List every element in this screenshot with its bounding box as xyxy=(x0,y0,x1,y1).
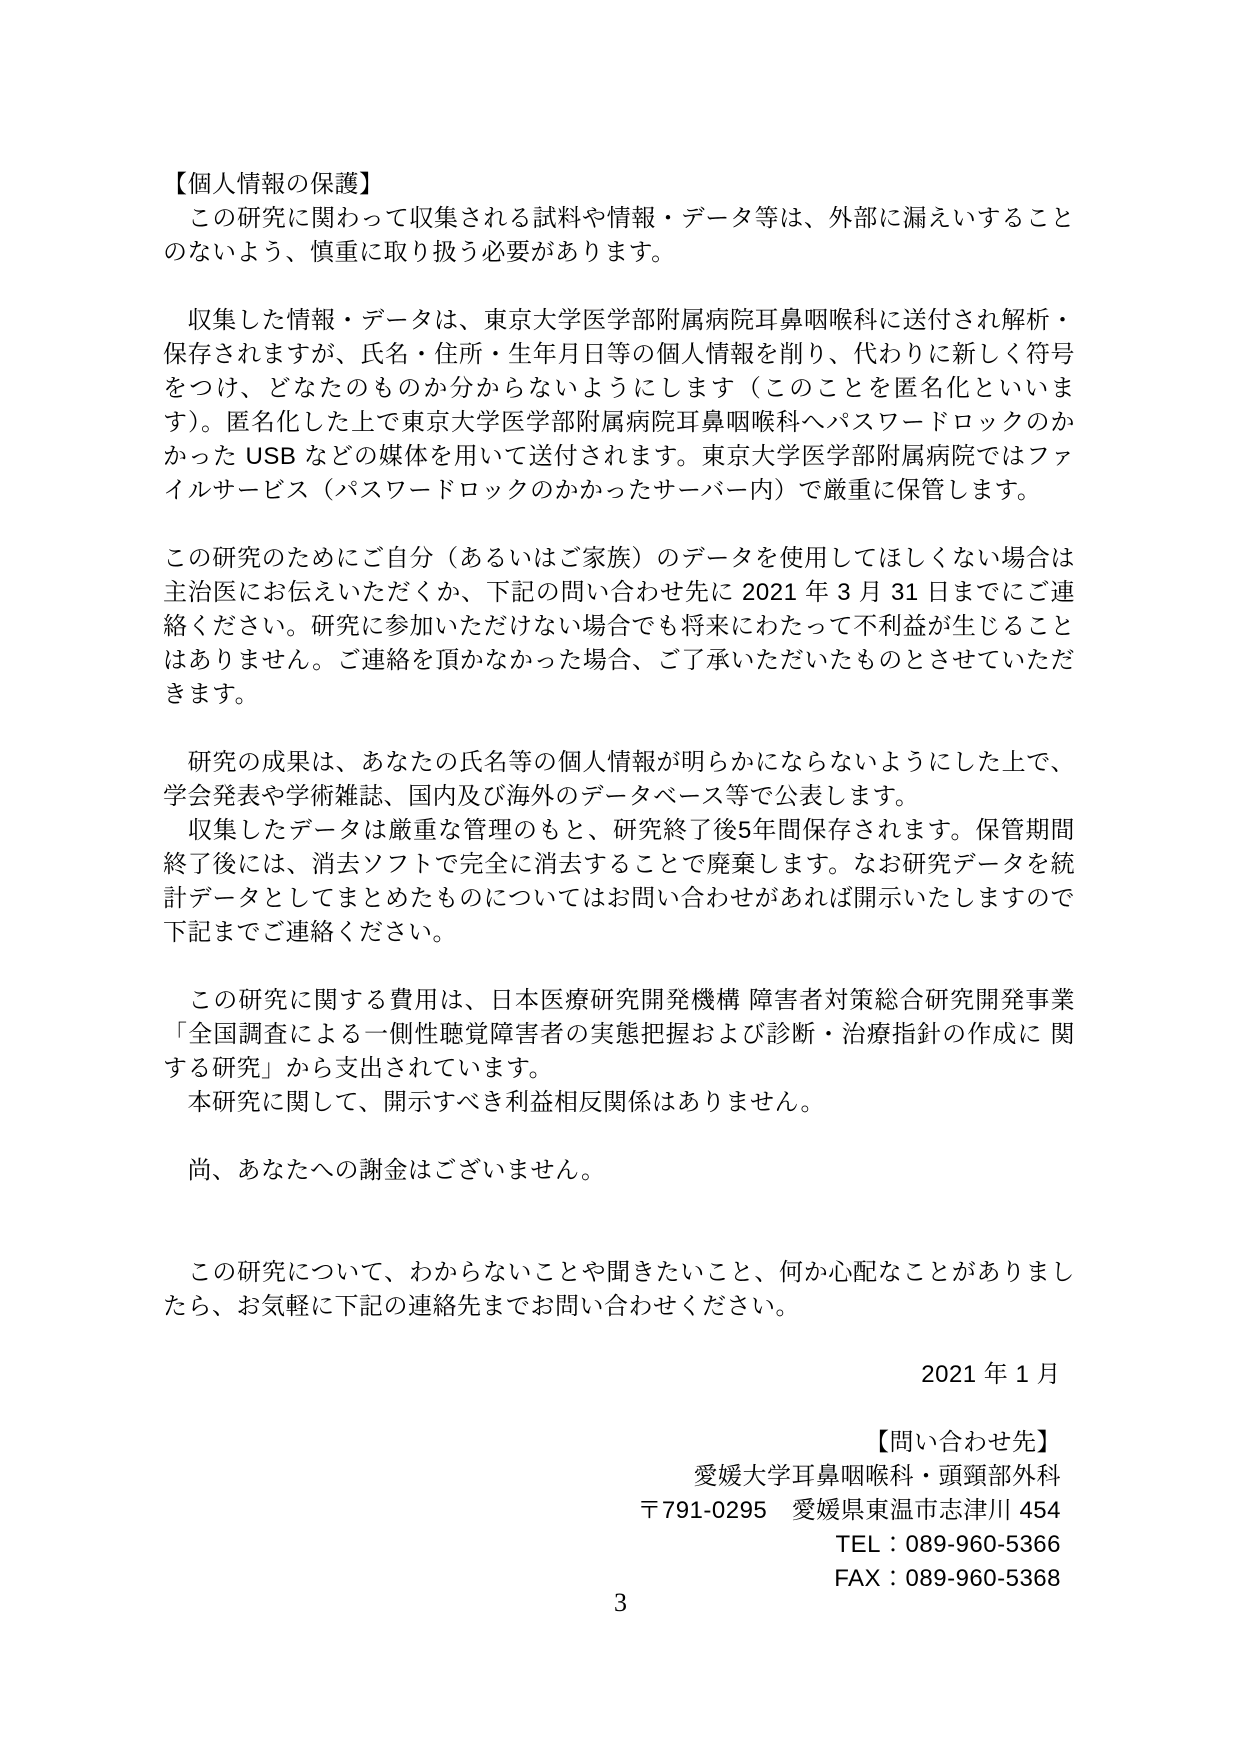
contact-organization: 愛媛大学耳鼻咽喉科・頭頸部外科 xyxy=(693,1463,1061,1490)
paragraph-privacy-intro: この研究に関わって収集される試料や情報・データ等は、外部に漏えいすることのないよう、慎重に取り扱う必要があります。 xyxy=(163,205,1075,266)
paragraph-funding: この研究に関する費用は、日本医療研究開発機構 障害者対策総合研究開発事業「全国調査による一側性聴覚障害者の実態把握および診断・治療指針の作成に 関する研究」から支出されています。 xyxy=(163,987,1075,1082)
paragraph-conflict-of-interest: 本研究に関して、開示すべき利益相反関係はありません。 xyxy=(163,1089,825,1116)
paragraph-results-publication: 研究の成果は、あなたの氏名等の個人情報が明らかにならないようにした上で、学会発表や学術雑誌、国内及び海外のデータベース等で公表します。 xyxy=(163,749,1075,810)
contact-fax: FAX：089-960-5368 xyxy=(834,1565,1061,1592)
section-heading: 【個人情報の保護】 xyxy=(163,171,384,198)
paragraph-no-reward: 尚、あなたへの謝金はございません。 xyxy=(163,1157,606,1184)
contact-heading: 【問い合わせ先】 xyxy=(865,1429,1061,1456)
page-number: 3 xyxy=(614,1588,627,1617)
contact-tel: TEL：089-960-5366 xyxy=(835,1531,1061,1558)
paragraph-data-retention: 収集したデータは厳重な管理のもと、研究終了後5年間保存されます。保管期間終了後には、消去ソフトで完全に消去することで廃棄します。なお研究データを統計データとしてまとめたものについてはお問い合わせがあれば開示いたしますので下記までご連絡ください。 xyxy=(163,817,1075,946)
paragraph-data-handling: 収集した情報・データは、東京大学医学部附属病院耳鼻咽喉科に送付され解析・保存されますが、氏名・住所・生年月日等の個人情報を削り、代わりに新しく符号をつけ、どなたのものか分からないようにします（このことを匿名化といいます）。匿名化した上で東京大学医学部附属病院耳鼻咽喉科へパスワードロックのかかった USB などの媒体を用いて送付されます。東京大学医学部附属病院ではファイルサービス（パスワードロックのかかったサーバー内）で厳重に保管します。 xyxy=(163,307,1075,504)
body-text xyxy=(163,168,1075,1596)
issue-date: 2021 年 1 月 xyxy=(921,1361,1061,1388)
paragraph-questions: この研究について、わからないことや聞きたいこと、何か心配なことがありましたら、お気軽に下記の連絡先までお問い合わせください。 xyxy=(163,1259,1075,1320)
paragraph-opt-out: この研究のためにご自分（あるいはご家族）のデータを使用してほしくない場合は主治医にお伝えいただくか、下記の問い合わせ先に 2021 年 3 月 31 日までにご連絡ください。研究に参加いただけない場合でも将来にわたって不利益が生じることはありません。ご連絡を頂かなかった場合、ご了承いただいたものとさせていただきます。 xyxy=(163,545,1075,708)
contact-address: 〒791-0295 愛媛県東温市志津川 454 xyxy=(637,1497,1061,1524)
